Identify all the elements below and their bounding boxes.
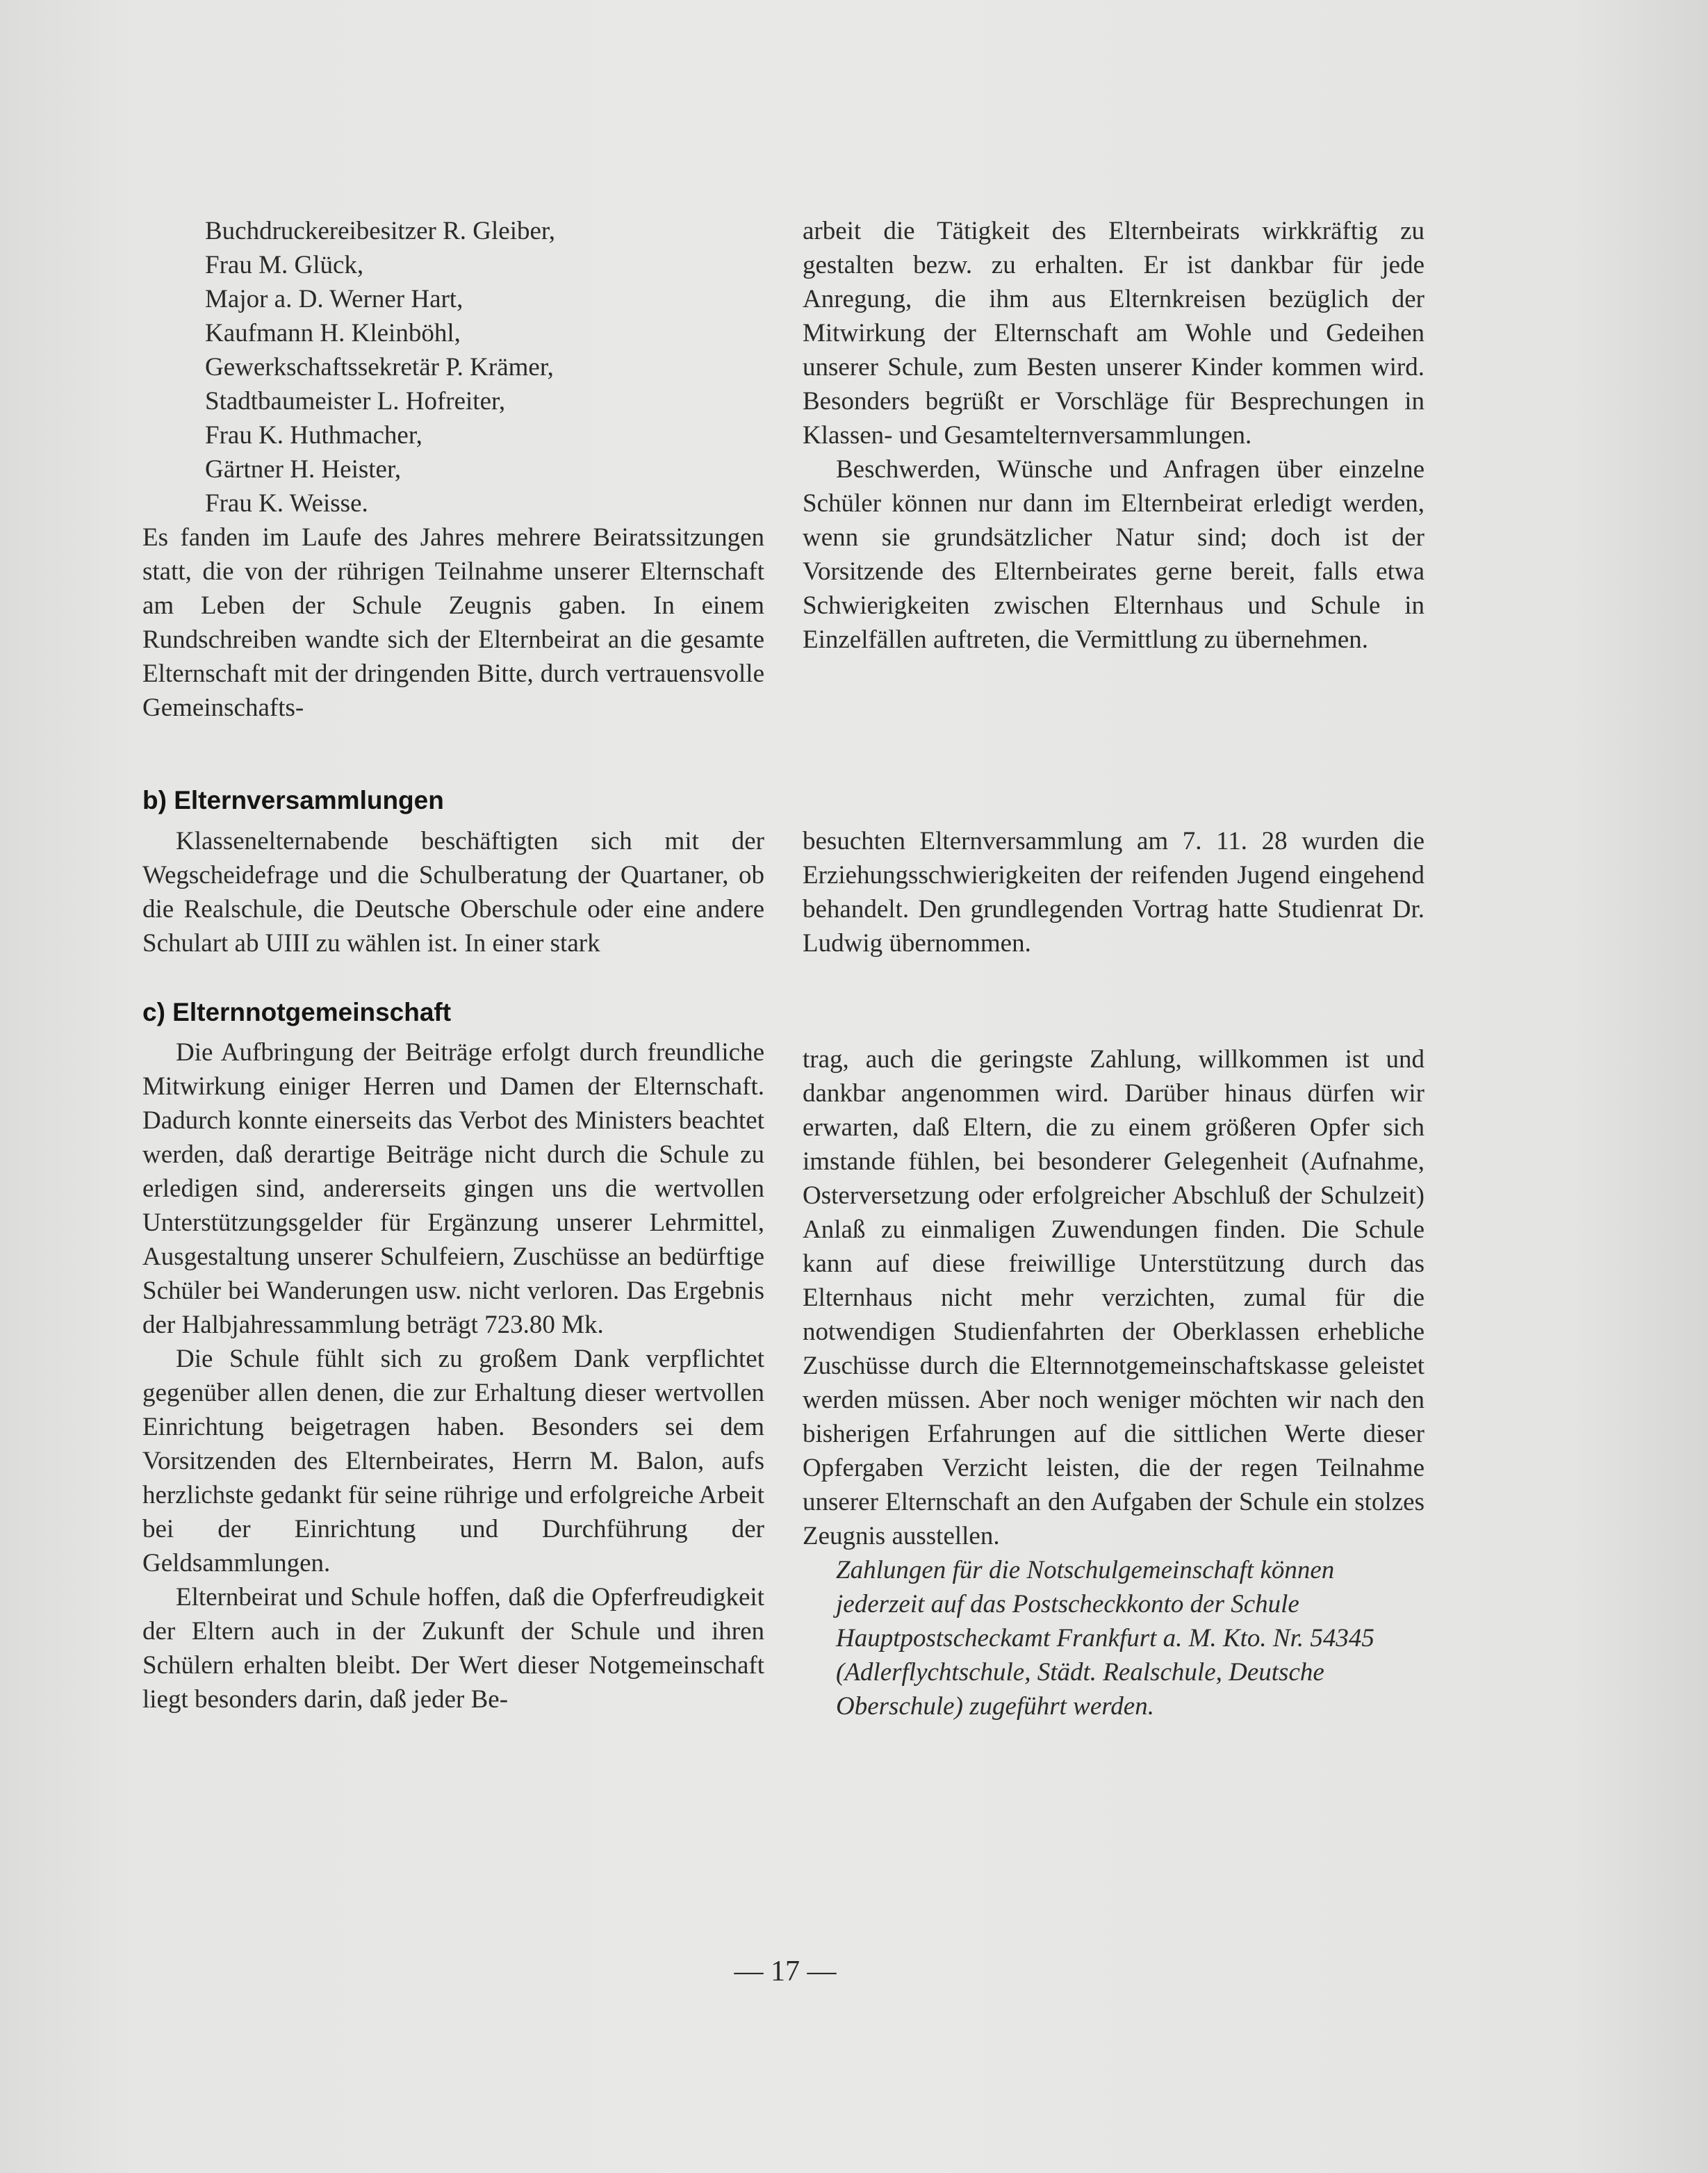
page-number: — 17 — — [734, 1955, 837, 1987]
section-b-left-paragraph: Klassenelternabende beschäftigten sich mit der Wegscheidefrage und die Schulberatung der Quartaner, ob die Realschule, die Deutsche Oberschule oder eine andere Schulart ab UIII zu wählen ist. In einer stark — [142, 827, 764, 958]
top-left-column — [142, 214, 764, 725]
section-b-right-paragraph: besuchten Elternversammlung am 7. 11. 28 wurden die Erziehungsschwierigkeiten der reifenden Jugend eingehend behandelt. Den grundlegenden Vortrag hatte Studienrat Dr. Ludwig übernommen. — [803, 827, 1424, 958]
beirat-paragraph: Es fanden im Laufe des Jahres mehrere Beiratssitzungen statt, die von der rührigen Teilnahme unserer Elternschaft am Leben der Schule Zeugnis gaben. In einem Rundschreiben wandte sich der Elternbeirat an die gesamte Elternschaft mit der dringenden Bitte, durch vertrauensvolle Gemeinschafts- — [142, 523, 764, 722]
member-name: Frau K. Weisse. — [205, 489, 368, 518]
member-name: Gärtner H. Heister, — [205, 455, 402, 484]
section-c-paragraph-3: Elternbeirat und Schule hoffen, daß die Opferfreudigkeit der Eltern auch in der Zukunft der Schule und ihren Schülern erhalten bleibt. Der Wert dieser Notgemeinschaft liegt besonders darin, daß jeder Be- — [142, 1583, 764, 1714]
beirat-paragraph-continued: arbeit die Tätigkeit des Elternbeirats wirkkräftig zu gestalten bezw. zu erhalten. Er ist dankbar für jede Anregung, die ihm aus Elternkreisen bezüglich der Mitwirkung der Elternschaft am Wohle und Gedeihen unserer Schule, zum Besten unserer Kinder kommen wird. Besonders begrüßt er Vorschläge für Besprechungen in Klassen- und Gesamtelternversammlungen. — [803, 217, 1424, 450]
section-b-left — [142, 824, 764, 960]
member-name: Frau K. Huthmacher, — [205, 421, 422, 450]
section-c-paragraph-1: Die Aufbringung der Beiträge erfolgt durch freundliche Mitwirkung einiger Herren und Damen der Elternschaft. Dadurch konnte einerseits das Verbot des Ministers beachtet werden, daß derartige Beiträge nicht durch die Schule zu erledigen sind, andererseits gingen uns die wertvollen Unterstützungsgelder für Ergänzung unserer Lehrmittel, Ausgestaltung unserer Schulfeiern, Zuschüsse an bedürftige Schüler bei Wanderungen usw. nicht verloren. Das Ergebnis der Halbjahressammlung beträgt 723.80 Mk. — [142, 1038, 764, 1339]
section-b-heading: b) Elternversammlungen — [142, 786, 444, 814]
section-c-paragraph-2: Die Schule fühlt sich zu großem Dank verpflichtet gegenüber allen denen, die zur Erhaltung dieser wertvollen Einrichtung beigetragen haben. Besonders sei dem Vorsitzenden des Elternbeirates, Herrn M. Balon, aufs herzlichste gedankt für seine rührige und erfolgreiche Arbeit bei der Einrichtung und Durchführung der Geldsammlungen. — [142, 1345, 764, 1577]
member-name: Major a. D. Werner Hart, — [205, 285, 463, 313]
member-name: Buchdruckereibesitzer R. Gleiber, — [205, 217, 555, 245]
member-name: Frau M. Glück, — [205, 251, 364, 279]
member-name: Kaufmann H. Kleinböhl, — [205, 319, 461, 347]
beirat-member-list — [142, 214, 764, 520]
section-b-right — [803, 824, 1424, 960]
section-c-left — [142, 1035, 764, 1716]
payment-note: Zahlungen für die Notschulgemeinschaft können jederzeit auf das Postscheckkonto der Schule Hauptpostscheckamt Frankfurt a. M. Kto. Nr. 54345 (Adlerflychtschule, Städt. Realschule, Deutsche Oberschule) zugeführt werden. — [836, 1556, 1374, 1721]
section-c-heading: c) Elternnotgemeinschaft — [142, 998, 452, 1026]
complaints-paragraph: Beschwerden, Wünsche und Anfragen über einzelne Schüler können nur dann im Elternbeirat erledigt werden, wenn sie grundsätzlicher Natur sind; doch ist der Vorsitzende des Elternbeirates gerne bereit, falls etwa Schwierigkeiten zwischen Elternhaus und Schule in Einzelfällen auftreten, die Vermittlung zu übernehmen. — [803, 455, 1424, 654]
member-name: Stadtbaumeister L. Hofreiter, — [205, 387, 506, 416]
section-c-right-paragraph: trag, auch die geringste Zahlung, willkommen ist und dankbar angenommen wird. Darüber hinaus dürfen wir erwarten, daß Eltern, die zu einem größeren Opfer sich imstande fühlen, bei besonderer Gelegenheit (Aufnahme, Osterversetzung oder erfolgreicher Abschluß der Schulzeit) Anlaß zu einmaligen Zuwendungen finden. Die Schule kann auf diese freiwillige Unterstützung durch das Elternhaus nicht mehr verzichten, zumal für die notwendigen Studienfahrten der Oberklassen erhebliche Zuschüsse durch die Elternnotgemeinschaftskasse geleistet werden müssen. Aber noch weniger möchten wir nach den bisherigen Erfahrungen auf die sittlichen Werte dieser Opfergaben Verzicht leisten, die der regen Teilnahme unserer Elternschaft an den Aufgaben der Schule ein stolzes Zeugnis ausstellen. — [803, 1045, 1424, 1550]
top-right-column — [803, 214, 1424, 657]
member-name: Gewerkschaftssekretär P. Krämer, — [205, 353, 554, 382]
section-c-right — [803, 1042, 1424, 1723]
